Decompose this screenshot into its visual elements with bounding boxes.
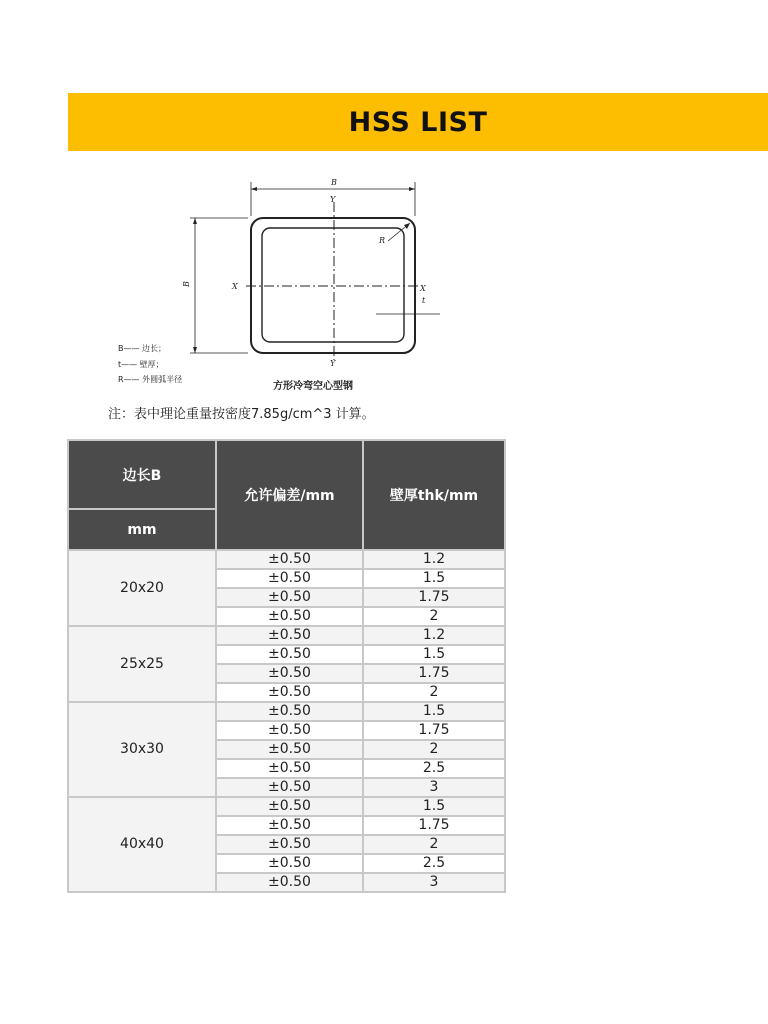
thickness-cell: 1.75 — [363, 588, 505, 607]
thickness-label: t — [422, 296, 426, 305]
tolerance-cell: ±0.50 — [216, 683, 363, 702]
density-note: 注：表中理论重量按密度7.85g/cm^3 计算。 — [108, 407, 375, 422]
legend-r: R—— 外圆弧半径 — [118, 375, 183, 384]
thickness-cell: 2 — [363, 835, 505, 854]
header-side-length: 边长B — [68, 440, 216, 509]
thickness-cell: 3 — [363, 873, 505, 892]
tolerance-cell: ±0.50 — [216, 721, 363, 740]
size-cell: 40x40 — [68, 797, 216, 892]
thickness-cell: 1.2 — [363, 550, 505, 569]
thickness-cell: 1.75 — [363, 816, 505, 835]
size-cell: 25x25 — [68, 626, 216, 702]
thickness-cell: 2 — [363, 683, 505, 702]
legend-t: t—— 壁厚； — [118, 360, 164, 369]
thickness-cell: 1.5 — [363, 645, 505, 664]
thickness-cell: 2 — [363, 607, 505, 626]
thickness-cell: 1.75 — [363, 664, 505, 683]
tolerance-cell: ±0.50 — [216, 778, 363, 797]
header-tolerance: 允许偏差/mm — [216, 440, 363, 550]
size-cell: 20x20 — [68, 550, 216, 626]
table-row — [68, 550, 505, 569]
size-cell: 30x30 — [68, 702, 216, 797]
tolerance-cell: ±0.50 — [216, 569, 363, 588]
radius-label: R — [379, 236, 386, 245]
x-axis-right-label: X — [420, 284, 426, 293]
thickness-cell: 2.5 — [363, 854, 505, 873]
section-diagram — [98, 168, 450, 398]
tolerance-cell: ±0.50 — [216, 588, 363, 607]
tolerance-cell: ±0.50 — [216, 797, 363, 816]
legend-b: B—— 边长； — [118, 344, 167, 353]
thickness-cell: 3 — [363, 778, 505, 797]
tolerance-cell: ±0.50 — [216, 835, 363, 854]
page-title: HSS LIST — [348, 106, 488, 138]
table-body — [68, 550, 505, 892]
table-row — [68, 702, 505, 721]
thickness-cell: 1.75 — [363, 721, 505, 740]
thickness-cell: 1.2 — [363, 626, 505, 645]
table-row — [68, 626, 505, 645]
dim-b-side-label: B — [182, 281, 191, 287]
thickness-cell: 2.5 — [363, 759, 505, 778]
title-banner — [68, 93, 768, 151]
thickness-cell: 2 — [363, 740, 505, 759]
inner-wall — [262, 228, 404, 342]
tolerance-cell: ±0.50 — [216, 740, 363, 759]
table-row — [68, 797, 505, 816]
tolerance-cell: ±0.50 — [216, 759, 363, 778]
header-unit: mm — [68, 509, 216, 550]
hss-spec-table — [67, 439, 506, 893]
tolerance-cell: ±0.50 — [216, 550, 363, 569]
header-wall-thickness: 壁厚thk/mm — [363, 440, 505, 550]
diagram-caption: 方形冷弯空心型钢 — [273, 381, 353, 392]
tolerance-cell: ±0.50 — [216, 645, 363, 664]
thickness-cell: 1.5 — [363, 569, 505, 588]
tolerance-cell: ±0.50 — [216, 664, 363, 683]
x-axis-left-label: X — [232, 282, 238, 291]
thickness-cell: 1.5 — [363, 702, 505, 721]
tolerance-cell: ±0.50 — [216, 607, 363, 626]
tolerance-cell: ±0.50 — [216, 816, 363, 835]
dim-b-top-label: B — [331, 178, 337, 187]
thickness-cell: 1.5 — [363, 797, 505, 816]
tolerance-cell: ±0.50 — [216, 854, 363, 873]
tolerance-cell: ±0.50 — [216, 873, 363, 892]
tolerance-cell: ±0.50 — [216, 626, 363, 645]
y-axis-top-label: Y — [330, 195, 336, 204]
y-axis-bottom-label: Y — [330, 359, 336, 368]
tolerance-cell: ±0.50 — [216, 702, 363, 721]
